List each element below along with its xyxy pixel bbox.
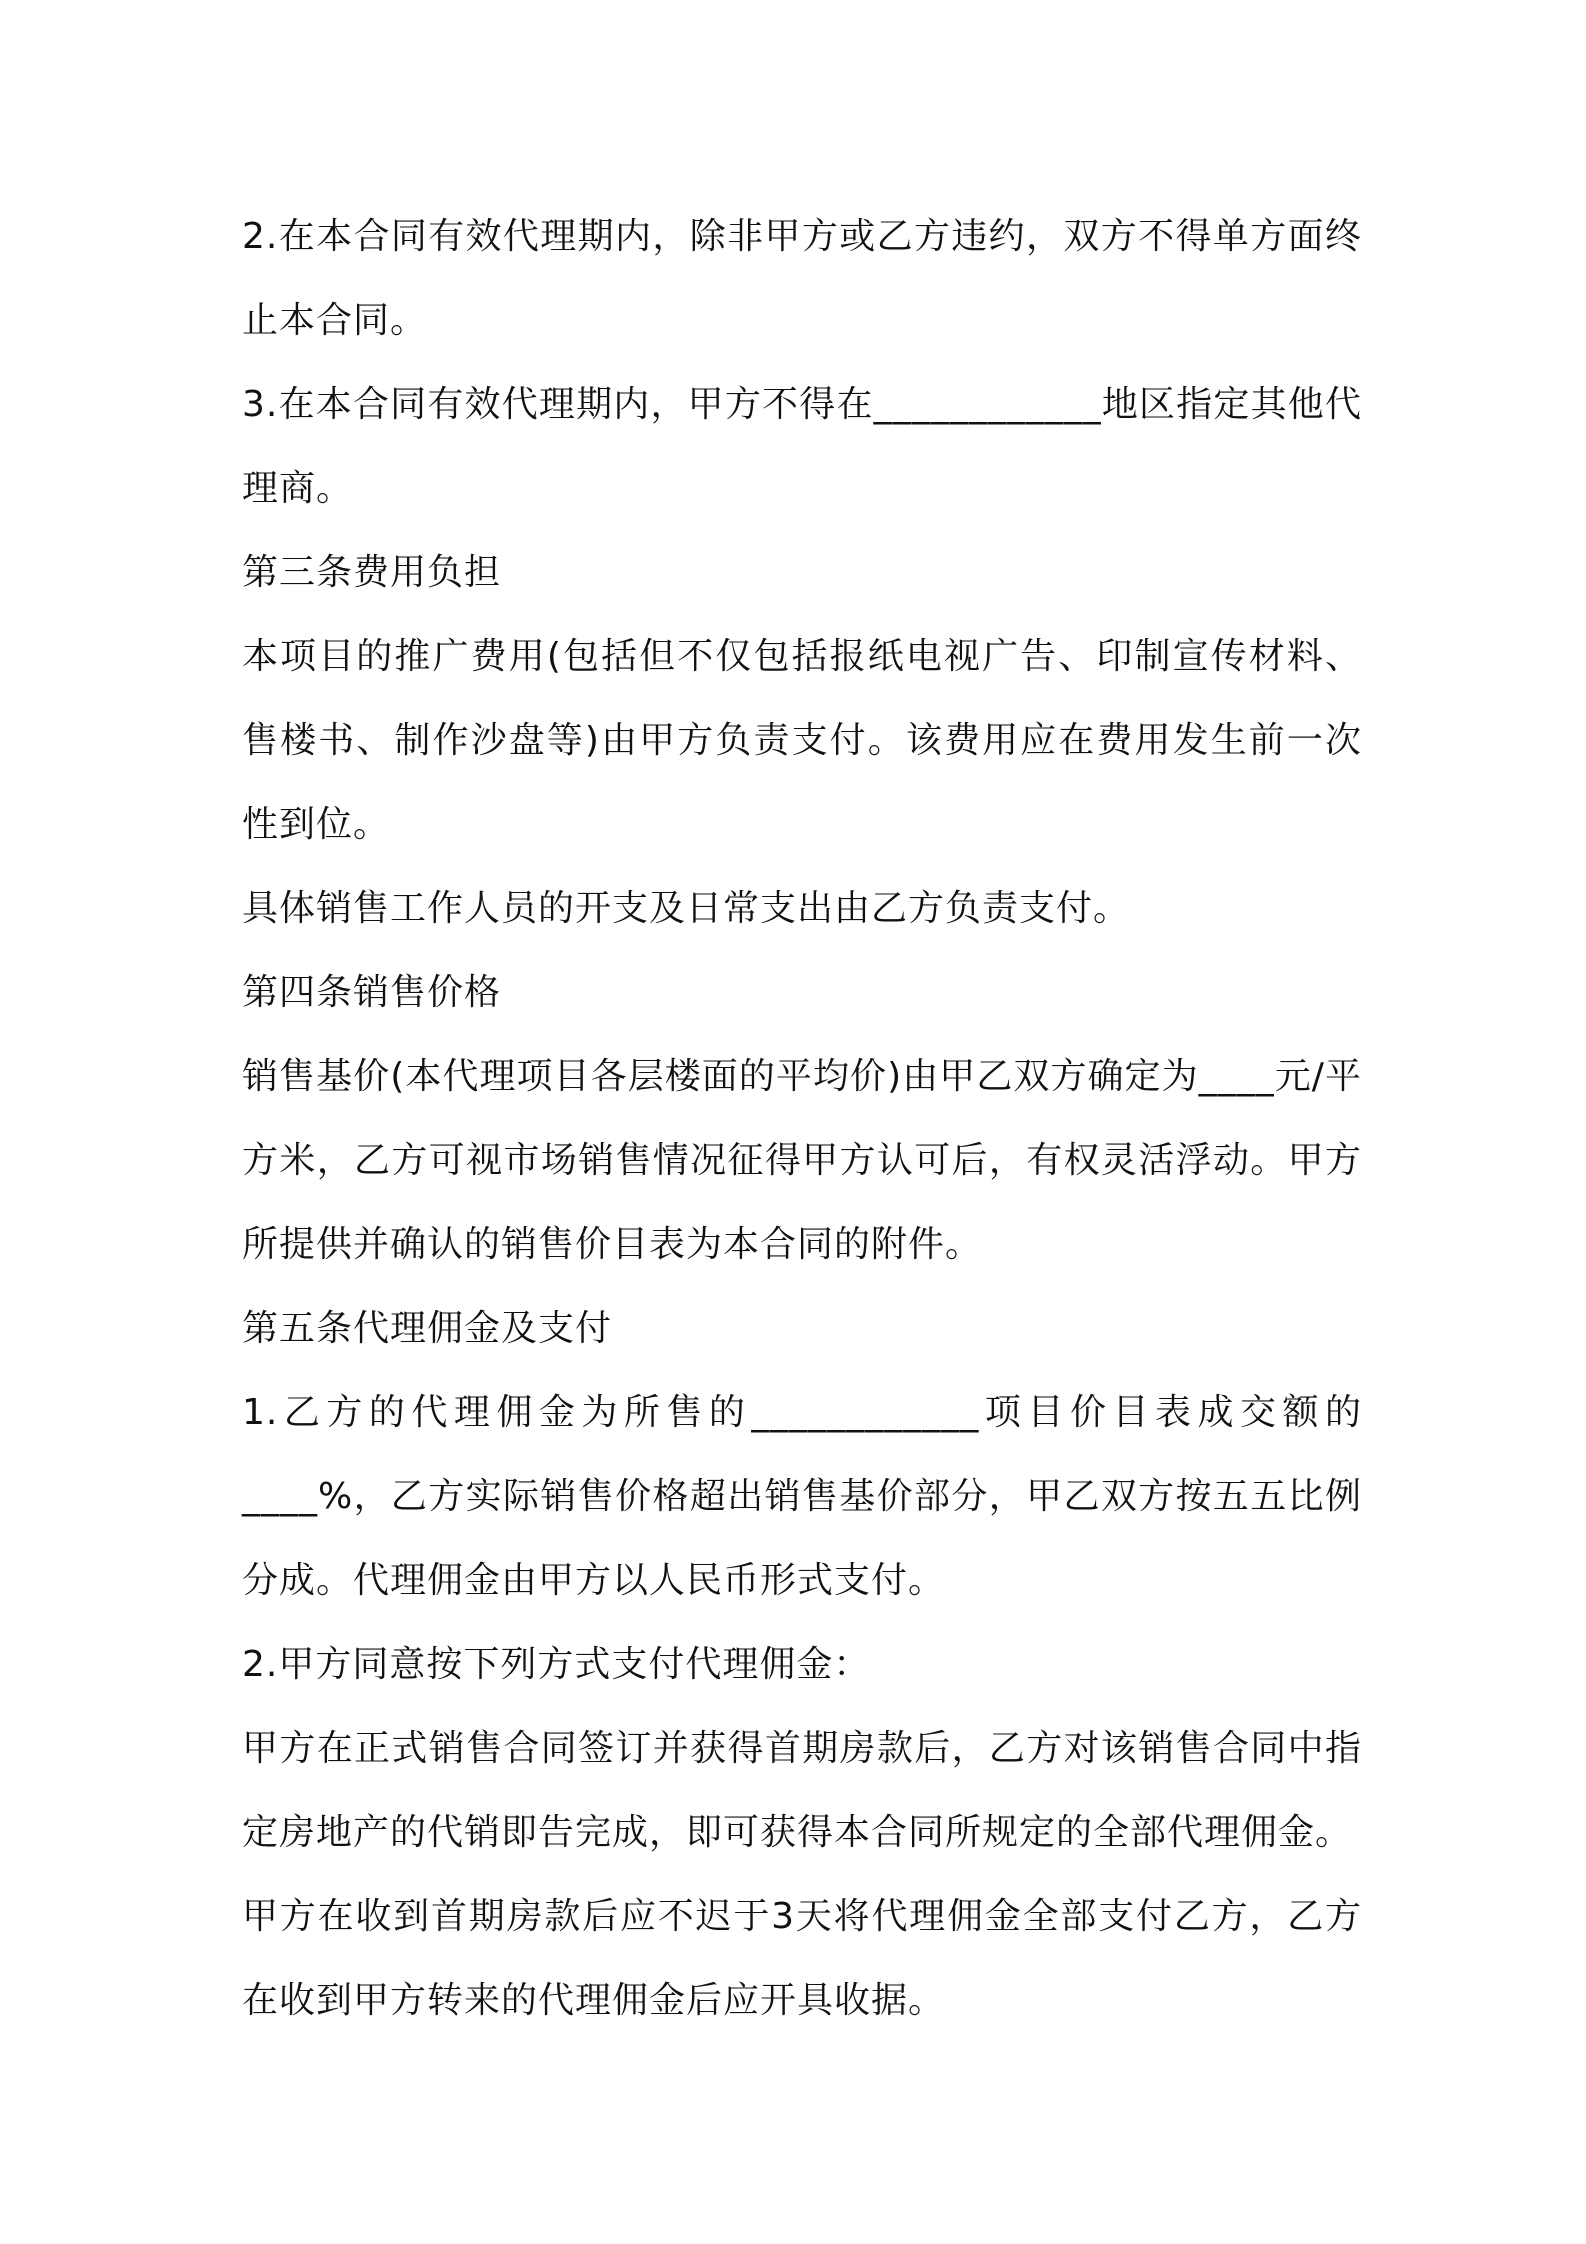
commission-rate-paragraph: 1.乙方的代理佣金为所售的____________项目价目表成交额的____%，乙方实际销售价格超出销售基价部分，甲乙双方按五五比例分成。代理佣金由甲方以人民币形式支付。 <box>242 1392 1362 1601</box>
commission-earned-paragraph: 甲方在正式销售合同签订并获得首期房款后，乙方对该销售合同中指定房地产的代销即告完成，即可获得本合同所规定的全部代理佣金。 <box>242 1728 1362 1853</box>
article-5-heading: 第五条代理佣金及支付 <box>242 1308 613 1349</box>
promotion-cost-paragraph: 本项目的推广费用(包括但不仅包括报纸电视广告、印制宣传材料、售楼书、制作沙盘等)由甲方负责支付。该费用应在费用发生前一次性到位。 <box>242 636 1362 845</box>
payment-deadline-paragraph: 甲方在收到首期房款后应不迟于3天将代理佣金全部支付乙方，乙方在收到甲方转来的代理佣金后应开具收据。 <box>242 1896 1362 2021</box>
clause-2-paragraph: 2.在本合同有效代理期内，除非甲方或乙方违约，双方不得单方面终止本合同。 <box>242 216 1362 341</box>
base-price-paragraph: 销售基价(本代理项目各层楼面的平均价)由甲乙双方确定为____元/平方米，乙方可视市场销售情况征得甲方认可后，有权灵活浮动。甲方所提供并确认的销售价目表为本合同的附件。 <box>242 1056 1362 1265</box>
article-3-heading: 第三条费用负担 <box>242 552 502 593</box>
staff-cost-paragraph: 具体销售工作人员的开支及日常支出由乙方负责支付。 <box>242 888 1131 929</box>
contract-body <box>242 195 1362 2043</box>
payment-method-paragraph: 2.甲方同意按下列方式支付代理佣金： <box>242 1644 871 1685</box>
clause-3-paragraph: 3.在本合同有效代理期内，甲方不得在____________地区指定其他代理商。 <box>242 384 1362 509</box>
article-4-heading: 第四条销售价格 <box>242 972 502 1013</box>
